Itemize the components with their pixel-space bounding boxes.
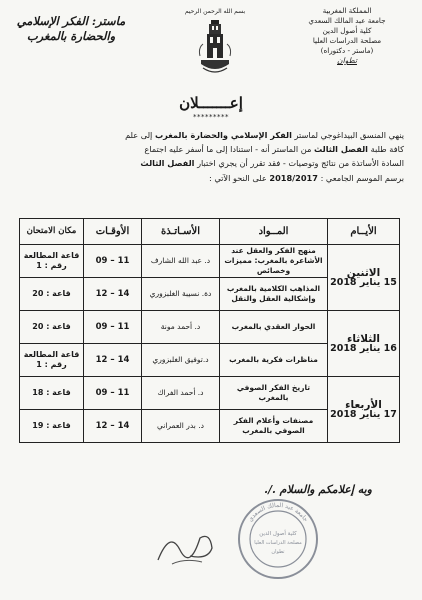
room-cell: قاعة : 20 xyxy=(20,311,84,344)
subject-cell: منهج الفكر والعقل عند الأشاعرة بالمغرب: مميزات وخصائص xyxy=(220,245,328,278)
professor-cell: د.توفيق الغلبزوري xyxy=(142,344,220,377)
day-cell xyxy=(328,377,400,443)
time-cell: 09 – 11 xyxy=(84,245,142,278)
professor-cell: دة. نسيبة الغلبزوري xyxy=(142,278,220,311)
stamp-line: مصلحة الدراسات العليا xyxy=(254,540,302,546)
stamp-arc-text xyxy=(247,502,310,523)
stamp-line: تطوان xyxy=(271,549,285,555)
day-name: الأربعاء xyxy=(345,398,382,411)
stamp-line: جامعة عبد المالك السعدي xyxy=(246,501,310,524)
time-cell: 12 – 14 xyxy=(84,410,142,443)
day-name: الثلاثاء xyxy=(346,332,381,345)
room-cell: قاعة المطالعة رقم : 1 xyxy=(20,245,84,278)
intro-line-3: السادة الأساتذة من نتائج وتوصيات - فقد تقرر أن يجري اختبار الفصل الثالث xyxy=(140,158,404,169)
professor-cell: د. أحمد مونة xyxy=(142,311,220,344)
institution-header xyxy=(282,6,412,66)
exam-schedule-table xyxy=(19,218,400,443)
time-cell: 09 – 11 xyxy=(84,377,142,410)
institution-line: كلية أصول الدين xyxy=(322,26,372,35)
header-exam-room: مكان الامتحان xyxy=(20,219,84,245)
stamp-line: كلية أصول الدين xyxy=(259,531,297,537)
header-professors: الأسـاتـذة xyxy=(142,219,220,245)
institution-line: جامعة عبد المالك السعدي xyxy=(308,16,386,25)
subject-cell: المذاهب الكلامية بالمغرب وإشكالية العقل والنقل xyxy=(220,278,328,311)
room-cell: قاعة : 19 xyxy=(20,410,84,443)
institution-line: مصلحة الدراسات العليا xyxy=(312,36,382,45)
semester-name: الفصل الثالث xyxy=(313,144,368,155)
institution-line: المملكة المغربية xyxy=(322,6,372,15)
announcement-body xyxy=(12,128,404,185)
table-row xyxy=(20,377,400,410)
intro-line-1: ينهي المنسق البيداغوجي لماستر الفكر الإسلامي والحضارة بالمغرب إلى علم xyxy=(125,130,404,140)
intro-line-2: كافة طلبة الفصل الثالث من الماستر أنه - استنادا إلى ما أسفر عليه اجتماع xyxy=(144,144,404,155)
semester-name: الفصل الثالث xyxy=(140,158,195,169)
subject-cell: تاريخ الفكر الصوفي بالمغرب xyxy=(220,377,328,410)
day-name: الاثنين xyxy=(346,266,381,279)
subject-cell: مناظرات فكرية بالمغرب xyxy=(220,344,328,377)
subject-cell: مصنفات وأعلام الفكر الصوفي بالمغرب xyxy=(220,410,328,443)
table-row xyxy=(20,245,400,278)
table-header-row xyxy=(20,219,400,245)
institution-city: تطوان xyxy=(337,56,357,65)
title-stars: ********* xyxy=(193,113,229,121)
day-date: 17 يناير 2018 xyxy=(330,408,397,420)
professor-cell: د. بدر العمراني xyxy=(142,410,220,443)
signature-icon xyxy=(150,520,220,570)
room-cell: قاعة : 20 xyxy=(20,278,84,311)
header-times: الأوقـات xyxy=(84,219,142,245)
official-stamp-icon xyxy=(236,497,320,581)
closing-line: وبه إعلامكم والسلام ./. xyxy=(264,483,372,496)
header-subjects: المــواد xyxy=(220,219,328,245)
header-days: الأيــام xyxy=(328,219,400,245)
program-line: ماستر: الفكر الإسلامي xyxy=(16,14,126,28)
program-name: الفكر الإسلامي والحضارة بالمغرب xyxy=(154,130,292,140)
professor-cell: د. عبد الله الشارف xyxy=(142,245,220,278)
professor-cell: د. أحمد الفراك xyxy=(142,377,220,410)
time-cell: 12 – 14 xyxy=(84,278,142,311)
day-cell xyxy=(328,245,400,311)
intro-line-4: برسم الموسم الجامعي : 2018/2017 على النحو الآتي : xyxy=(208,172,404,183)
subject-cell: الحوار العقدي بالمغرب xyxy=(220,311,328,344)
day-date: 15 يناير 2018 xyxy=(330,276,397,288)
announcement-title: إعـــــــلان xyxy=(179,94,243,112)
room-cell: قاعة : 18 xyxy=(20,377,84,410)
time-cell: 12 – 14 xyxy=(84,344,142,377)
university-logo-icon xyxy=(198,18,232,76)
day-cell xyxy=(328,311,400,377)
room-cell: قاعة المطالعة رقم : 1 xyxy=(20,344,84,377)
table-row xyxy=(20,311,400,344)
academic-year: 2018/2017 xyxy=(269,172,318,183)
program-header xyxy=(6,14,136,44)
institution-line: (ماستر - دكتوراه) xyxy=(320,46,374,55)
header-center xyxy=(170,8,260,76)
basmala: بسم الله الرحمن الرحيم xyxy=(184,8,246,15)
day-date: 16 يناير 2018 xyxy=(330,342,397,354)
program-line: والحضارة بالمغرب xyxy=(26,29,116,43)
time-cell: 09 – 11 xyxy=(84,311,142,344)
